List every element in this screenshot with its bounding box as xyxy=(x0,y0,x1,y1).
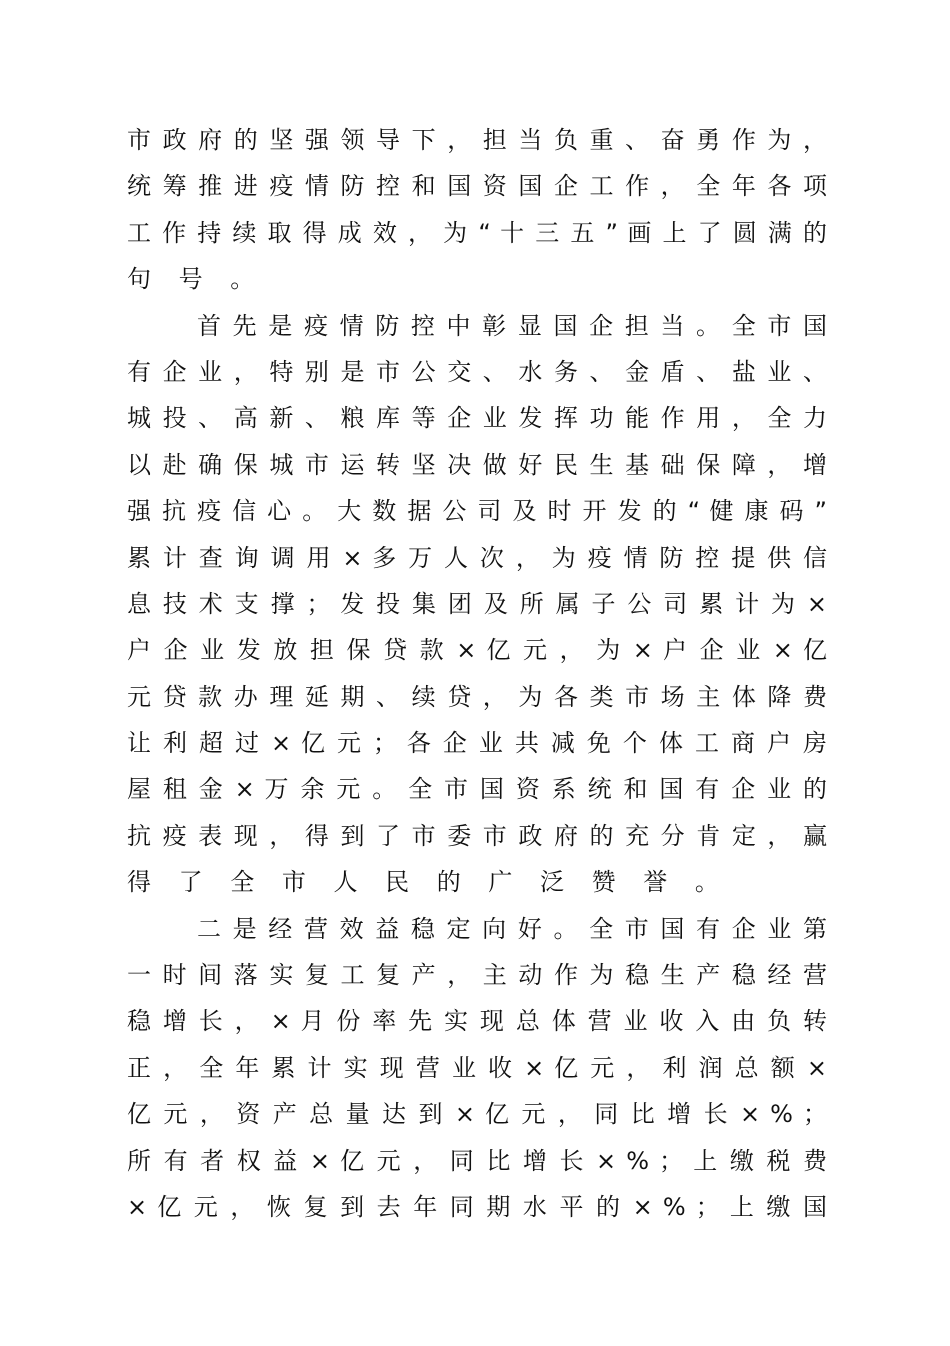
text-line: × 亿 元 ， 恢 复 到 去 年 同 期 水 平 的 × % ； 上 缴 国 xyxy=(127,1192,827,1221)
text-line: 所 有 者 权 益 × 亿 元 ， 同 比 增 长 × % ； 上 缴 税 费 xyxy=(127,1146,827,1175)
text-line: 一 时 间 落 实 复 工 复 产 ， 主 动 作 为 稳 生 产 稳 经 营 xyxy=(127,961,827,990)
text-line: 让 利 超 过 × 亿 元 ； 各 企 业 共 减 免 个 体 工 商 户 房 xyxy=(127,729,827,758)
text-line: 句 号 。 xyxy=(127,265,265,294)
text-line: 市 政 府 的 坚 强 领 导 下 ， 担 当 负 重 、 奋 勇 作 为 ， xyxy=(127,126,827,154)
text-line: 以 赴 确 保 城 市 运 转 坚 决 做 好 民 生 基 础 保 障 ， 增 xyxy=(127,450,827,479)
text-line: 屋 租 金 × 万 余 元 。 全 市 国 资 系 统 和 国 有 企 业 的 xyxy=(127,775,827,804)
text-line: 强 抗 疫 信 心 。 大 数 据 公 司 及 时 开 发 的 “ 健 康 码 ” xyxy=(127,497,827,526)
text-line: 稳 增 长 ， × 月 份 率 先 实 现 总 体 营 业 收 入 由 负 转 xyxy=(127,1007,827,1036)
document-body xyxy=(127,117,827,1230)
text-line: 抗 疫 表 现 ， 得 到 了 市 委 市 政 府 的 充 分 肯 定 ， 赢 xyxy=(127,821,827,850)
text-line: 息 技 术 支 撑 ； 发 投 集 团 及 所 属 子 公 司 累 计 为 × xyxy=(127,589,827,618)
text-line: 城 投 、 高 新 、 粮 库 等 企 业 发 挥 功 能 作 用 ， 全 力 xyxy=(127,404,827,433)
text-line: 正 ， 全 年 累 计 实 现 营 业 收 × 亿 元 ， 利 润 总 额 × xyxy=(127,1053,827,1082)
text-line: 有 企 业 ， 特 别 是 市 公 交 、 水 务 、 金 盾 、 盐 业 、 xyxy=(127,357,827,386)
text-line: 工 作 持 续 取 得 成 效 ， 为 “ 十 三 五 ” 画 上 了 圆 满 的 xyxy=(127,218,827,247)
text-line: 得 了 全 市 人 民 的 广 泛 赞 誉 。 xyxy=(127,868,729,897)
text-line: 亿 元 ， 资 产 总 量 达 到 × 亿 元 ， 同 比 增 长 × % ； xyxy=(127,1100,827,1129)
text-line: 累 计 查 询 调 用 × 多 万 人 次 ， 为 疫 情 防 控 提 供 信 xyxy=(127,543,827,572)
text-line: 首 先 是 疫 情 防 控 中 彰 显 国 企 担 当 。 全 市 国 xyxy=(197,311,827,340)
text-line: 元 贷 款 办 理 延 期 、 续 贷 ， 为 各 类 市 场 主 体 降 费 xyxy=(127,682,827,711)
text-line: 统 筹 推 进 疫 情 防 控 和 国 资 国 企 工 作 ， 全 年 各 项 xyxy=(127,172,827,201)
text-line: 二 是 经 营 效 益 稳 定 向 好 。 全 市 国 有 企 业 第 xyxy=(197,914,827,943)
text-line: 户 企 业 发 放 担 保 贷 款 × 亿 元 ， 为 × 户 企 业 × 亿 xyxy=(127,636,827,665)
